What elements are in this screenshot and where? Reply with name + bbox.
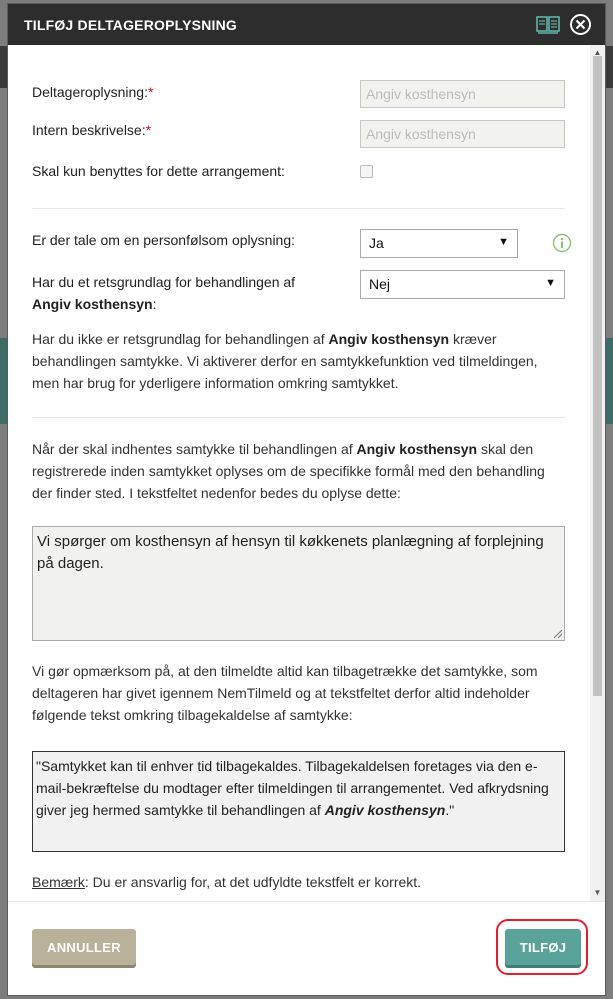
only-event-checkbox[interactable] xyxy=(360,165,373,178)
sensitive-label: Er der tale om en personfølsom oplysning: xyxy=(32,232,296,248)
sensitive-select[interactable] xyxy=(360,229,518,258)
cancel-button[interactable]: ANNULLER xyxy=(32,929,136,965)
consent-intro-text: Har du ikke er retsgrundlag for behandlingen af Angiv kosthensyn kræver behandlingen samtykke. Vi aktiverer derfor en samtykkefunktion ved tilmeldingen, men har brug for yderligere information omkring samtykket. xyxy=(32,331,538,391)
description-input[interactable] xyxy=(360,120,565,148)
close-icon[interactable] xyxy=(570,14,591,35)
sensitive-select-value: Ja xyxy=(369,235,384,251)
scrollbar-thumb[interactable] xyxy=(593,56,602,696)
consent-purpose-text: Når der skal indhentes samtykke til behandlingen af Angiv kosthensyn skal den registrerede inden samtykket oplyses om de specifikke formål med den behandling der finder sted. I tekstfeltet nedenfor bedes du oplyse dette: xyxy=(32,441,545,501)
scroll-up-icon[interactable]: ▲ xyxy=(593,48,602,57)
background-teal-left xyxy=(0,338,8,424)
add-button[interactable]: TILFØJ xyxy=(505,929,581,965)
purpose-textarea[interactable]: Vi spørger om kosthensyn af hensyn til køkkenets planlægning af forplejning på dagen. xyxy=(32,526,565,641)
responsibility-note: Bemærk: Du er ansvarlig for, at det udfyldte tekstfelt er korrekt. xyxy=(32,874,422,890)
legal-basis-select[interactable] xyxy=(360,270,565,299)
info-icon[interactable] xyxy=(552,233,572,253)
scroll-down-icon[interactable]: ▼ xyxy=(593,888,602,897)
chevron-down-icon: ▼ xyxy=(498,236,509,248)
legal-basis-select-value: Nej xyxy=(369,276,391,292)
dialog-header xyxy=(8,4,605,45)
dialog-title: TILFØJ DELTAGEROPLYSNING xyxy=(24,17,238,33)
withdrawal-info-text: Vi gør opmærksom på, at den tilmeldte altid kan tilbagetrække det samtykke, som deltageren har givet igennem NemTilmeld og at tekstfeltet derfor altid indeholder følgende tekst omkring tilbagekaldelse af samtykke: xyxy=(32,663,538,723)
description-label: Intern beskrivelse:* xyxy=(32,122,152,138)
divider xyxy=(32,417,565,418)
divider xyxy=(32,208,565,209)
resize-handle-icon[interactable] xyxy=(554,630,562,638)
info-input[interactable] xyxy=(360,80,565,108)
chevron-down-icon: ▼ xyxy=(545,277,556,289)
legal-basis-label: Har du et retsgrundlag for behandlingen af Angiv kosthensyn: xyxy=(32,274,296,312)
info-label: Deltageroplysning:* xyxy=(32,84,154,100)
dialog-footer xyxy=(8,901,605,996)
only-event-label: Skal kun benyttes for dette arrangement: xyxy=(32,163,285,179)
withdrawal-quote-box: "Samtykket kan til enhver tid tilbagekaldes. Tilbagekaldelsen foretages via den e-mail-bekræftelse du modtager efter tilmeldingen til arrangementet. Ved afkrydsning giver jeg hermed samtykke til behandlingen af Angiv kosthensyn." xyxy=(32,751,565,852)
manual-icon[interactable] xyxy=(536,15,560,35)
add-participant-info-dialog xyxy=(8,4,605,995)
